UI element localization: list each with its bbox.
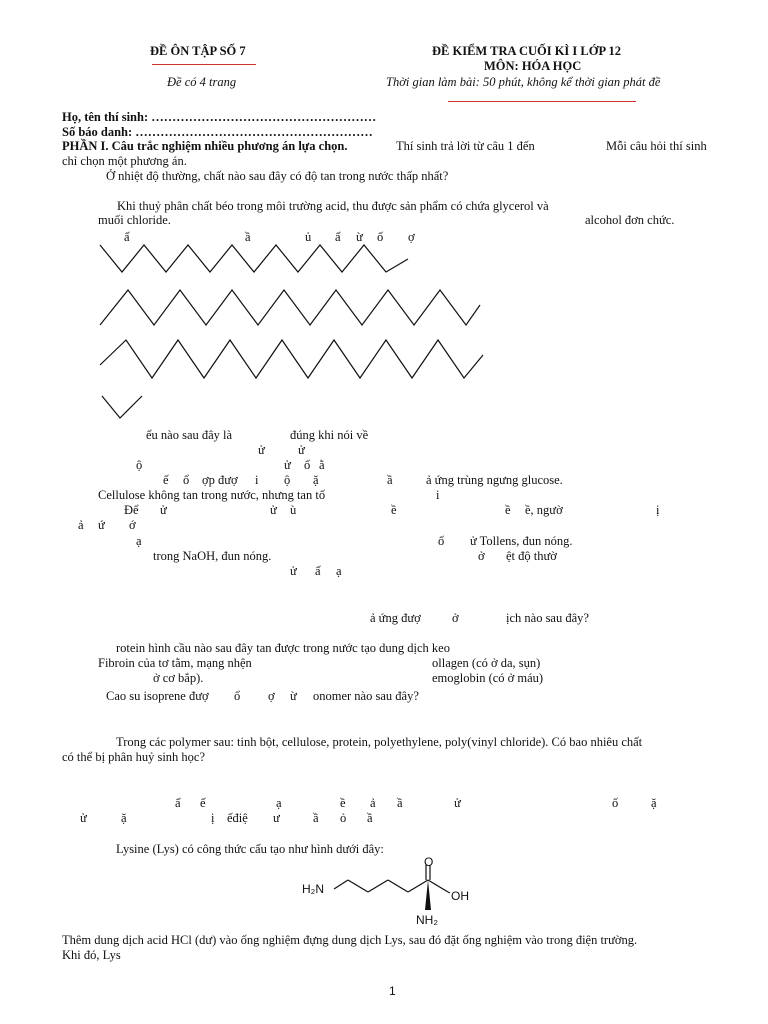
student-id-line: Số báo danh: …………………………………………………	[62, 125, 373, 139]
q2-fragment: ấ	[335, 230, 341, 244]
question-5-a: ả ứng đượ	[370, 611, 421, 625]
q9-fragment: ế	[200, 796, 206, 810]
q6-option-fibroin: Fibroin của tơ tằm, mạng nhện	[98, 656, 252, 670]
q2-fragment: ấ	[124, 230, 130, 244]
q3-fragment: ớ	[129, 518, 136, 532]
question-2-line2: muối chloride.	[98, 213, 171, 227]
q9-fragment: ầ	[397, 796, 403, 810]
q6-option-hemoglobin: emoglobin (có ở máu)	[432, 671, 544, 685]
bond-5	[408, 880, 428, 892]
bond-4	[388, 880, 408, 892]
zigzag-chain-3	[100, 340, 483, 378]
lysine-structure	[300, 856, 480, 932]
amine-left-label: H₂N	[302, 882, 324, 896]
q3-fragment: ề, ngườ	[525, 503, 563, 517]
zigzag-chain-2	[100, 290, 480, 325]
exam-subject: MÔN: HÓA HỌC	[484, 59, 582, 73]
question-10: Lysine (Lys) có công thức cấu tạo như hình dưới đây:	[116, 842, 384, 856]
question-2-line1: Khi thuỷ phân chất béo trong môi trường acid, thu được sản phẩm có chứa glycerol và	[117, 199, 549, 213]
q2-fragment: ợ	[408, 230, 415, 244]
q3-fragment: ặ	[313, 473, 319, 487]
q6-option-collagen: ollagen (có ở da, sụn)	[432, 656, 541, 670]
q6-option-c: ở cơ bắp).	[153, 671, 204, 685]
q3-option-cellulose: Cellulose không tan trong nước, nhưng tan tố	[98, 488, 326, 502]
question-10-line3: Khi đó, Lys	[62, 948, 121, 962]
question-7-b: ổ	[234, 689, 241, 703]
q4-fragment: ạ	[336, 564, 342, 578]
q3-fragment: ầ	[387, 473, 393, 487]
q3-fragment: ù	[290, 503, 297, 517]
q9-fragment: ư	[273, 811, 280, 825]
part1-heading: PHẦN I. Câu trắc nghiệm nhiều phương án lựa chọn.	[62, 139, 348, 153]
q3-option-de: Để	[124, 503, 139, 517]
q3-fragment: ằ	[319, 458, 325, 472]
q9-fragment: ề	[340, 796, 346, 810]
hydroxyl-label: OH	[451, 889, 469, 903]
q2-fragment: ừ	[356, 230, 363, 244]
q9-fragment: ầ	[367, 811, 373, 825]
pages-note: Đề có 4 trang	[167, 75, 237, 89]
question-8-line2: có thể bị phân huỷ sinh học?	[62, 750, 206, 764]
q4-fragment: ấ	[315, 564, 321, 578]
q4-fragment: ạ	[136, 534, 142, 548]
question-5-b: ở	[452, 611, 459, 625]
q3-fragment: ử	[258, 443, 265, 457]
q4-option-tollens: ử Tollens, đun nóng.	[470, 534, 573, 548]
time-note: Thời gian làm bài: 50 phút, không kể thời gian phát đề	[386, 75, 661, 89]
q3-option-end: ả ứng trùng ngưng glucose.	[426, 473, 563, 487]
exam-title: ĐỀ KIỂM TRA CUỐI KÌ I LỚP 12	[432, 44, 622, 58]
bond-1	[334, 880, 348, 889]
q3-fragment: ứ	[98, 518, 105, 532]
question-10-line2: Thêm dung dịch acid HCl (dư) vào ống nghiệm đựng dung dịch Lys, sau đó đặt ống nghiệm vào trong điện trường.	[62, 933, 638, 947]
q2-fragment: ố	[377, 230, 384, 244]
q9-fragment: ếđiệ	[227, 811, 248, 825]
q9-fragment: ả	[370, 796, 376, 810]
wedge-bond	[425, 880, 431, 910]
question-6: rotein hình cầu nào sau đây tan được trong nước tạo dung dịch keo	[116, 641, 450, 655]
bond-3	[368, 880, 388, 892]
zigzag-chain-1	[100, 245, 408, 272]
q3-fragment: ử	[284, 458, 291, 472]
amine-bottom-label: NH₂	[416, 913, 438, 927]
bond-carboxyl	[428, 880, 448, 892]
q4-fragment: ố	[438, 534, 445, 548]
q4-fragment: ử	[290, 564, 297, 578]
q3-fragment: ị	[656, 503, 660, 517]
question-8-line1: Trong các polymer sau: tinh bột, cellulose, protein, polyethylene, poly(vinyl chloride). Có bao nhiêu chất	[116, 735, 643, 749]
q3-fragment: ợp đượ	[202, 473, 238, 487]
question-7-c: ợ	[268, 689, 275, 703]
q9-fragment: ạ	[276, 796, 282, 810]
bond-2	[348, 880, 368, 892]
q3-fragment: i	[255, 473, 259, 487]
q3-fragment: i	[436, 488, 440, 502]
q3-fragment: ế	[163, 473, 169, 487]
bond-oh	[448, 892, 450, 893]
question-1: Ở nhiệt độ thường, chất nào sau đây có độ tan trong nước thấp nhất?	[106, 169, 449, 183]
q4-fragment: ệt độ thườ	[506, 549, 557, 563]
q3-fragment: ổ	[183, 473, 190, 487]
part1-instruction-c: chỉ chọn một phương án.	[62, 154, 187, 168]
part1-instruction-b: Mỗi câu hỏi thí sinh	[606, 139, 707, 153]
q2-fragment: ủ	[305, 230, 312, 244]
page-number: 1	[389, 984, 396, 998]
q9-fragment: ố	[612, 796, 619, 810]
q9-fragment: ấ	[175, 796, 181, 810]
question-5-c: ịch nào sau đây?	[506, 611, 589, 625]
q3-fragment: ề	[391, 503, 397, 517]
q3-fragment: ử	[160, 503, 167, 517]
q3-fragment: ử	[270, 503, 277, 517]
q4-fragment: ở	[478, 549, 485, 563]
q9-fragment: ỏ	[340, 811, 347, 825]
student-name-line: Họ, tên thí sinh: ………………………………………………	[62, 110, 377, 124]
q4-option-naoh: trong NaOH, đun nóng.	[153, 549, 272, 563]
question-7-d: ừ	[290, 689, 297, 703]
exam-name: ĐỀ ÔN TẬP SỐ 7	[150, 44, 246, 58]
oxygen-label: O	[424, 856, 434, 869]
question-3-stem-a: ểu nào sau đây là	[146, 428, 233, 442]
zigzag-chain-4	[102, 396, 142, 418]
question-7-e: onomer nào sau đây?	[313, 689, 419, 703]
q9-fragment: ị	[211, 811, 215, 825]
part1-instruction-a: Thí sinh trả lời từ câu 1 đến	[396, 139, 535, 153]
question-3-stem-b: đúng khi nói về	[290, 428, 369, 442]
question-7-a: Cao su isoprene đượ	[106, 689, 209, 703]
q3-fragment: ố	[304, 458, 311, 472]
q9-fragment: ầ	[313, 811, 319, 825]
q9-fragment: ặ	[121, 811, 127, 825]
q9-fragment: ử	[80, 811, 87, 825]
q9-fragment: ử	[454, 796, 461, 810]
q2-fragment: ầ	[245, 230, 251, 244]
q3-fragment: ử	[298, 443, 305, 457]
q3-fragment: ề	[505, 503, 511, 517]
q9-fragment: ặ	[651, 796, 657, 810]
q3-fragment: ộ	[136, 458, 143, 472]
q3-fragment: ả	[78, 518, 84, 532]
q3-fragment: ộ	[284, 473, 291, 487]
question-2-option-c: alcohol đơn chức.	[585, 213, 675, 227]
